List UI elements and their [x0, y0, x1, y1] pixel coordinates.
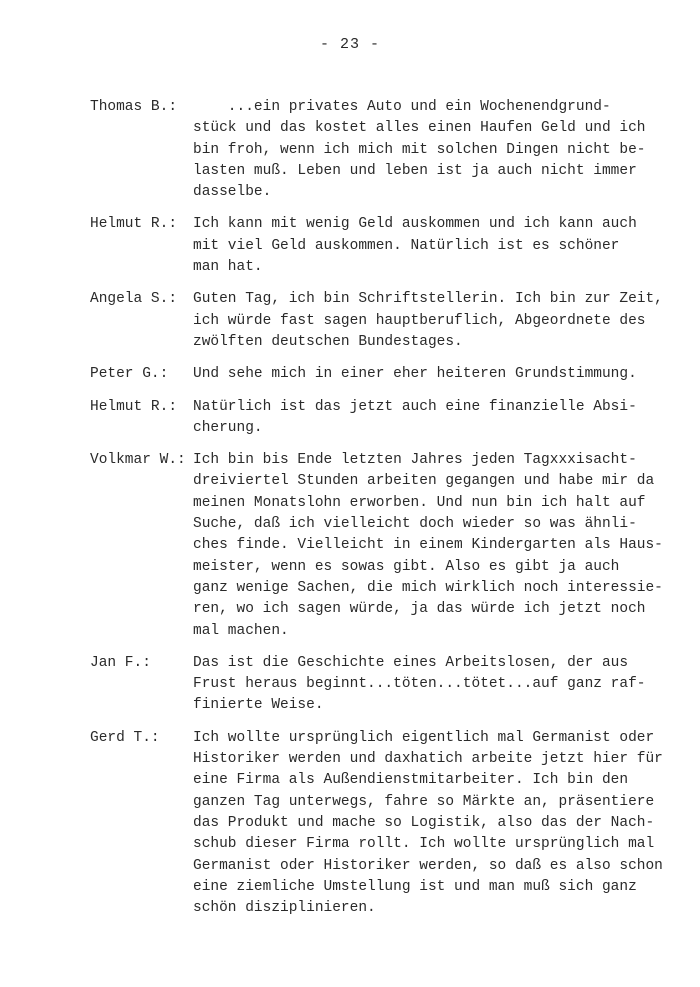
speech-line: Das ist die Geschichte eines Arbeitslosen, der aus [193, 654, 629, 671]
speech-line: stück und das kostet alles einen Haufen Geld und ich [193, 120, 646, 137]
speech-line: ganz wenige Sachen, die mich wirklich noch interessie- [193, 579, 663, 596]
speaker-name: Gerd T.: [90, 729, 160, 746]
speech-line: Historiker werden und daxhatich arbeite jetzt hier für [193, 751, 663, 768]
speech-line: Natürlich ist das jetzt auch eine finanzielle Absi- [193, 398, 637, 415]
speech-line: Ich kann mit wenig Geld auskommen und ich kann auch [193, 216, 637, 233]
transcript [90, 97, 663, 930]
speech-line: dreiviertel Stunden arbeiten gegangen und habe mir da [193, 473, 655, 490]
speech-line: Guten Tag, ich bin Schriftstellerin. Ich bin zur Zeit, [193, 291, 663, 308]
speech-text [193, 289, 663, 353]
speech-line: das Produkt und mache so Logistik, also das der Nach- [193, 814, 655, 831]
transcript-entry [90, 289, 663, 353]
speaker-name: Jan F.: [90, 654, 151, 671]
transcript-entry [90, 364, 660, 385]
speaker-name: Helmut R.: [90, 216, 178, 233]
speaker-name: Helmut R.: [90, 398, 178, 415]
speech-text [193, 450, 663, 642]
speech-line: ches finde. Vielleicht in einem Kindergarten als Haus- [193, 537, 663, 554]
speaker-name: Volkmar W.: [90, 452, 186, 469]
speech-line: dasselbe. [193, 184, 272, 201]
speech-text [193, 653, 660, 717]
speech-line: meinen Monatslohn erworben. Und nun bin ich halt auf [193, 494, 646, 511]
speech-line: Ich bin bis Ende letzten Jahres jeden Tagxxxisacht- [193, 452, 637, 469]
speech-text [193, 364, 660, 385]
transcript-entry [90, 397, 660, 440]
speech-line: mal machen. [193, 622, 289, 639]
speech-line: zwölften deutschen Bundestages. [193, 333, 463, 350]
transcript-entry [90, 450, 663, 642]
transcript-entry [90, 214, 660, 278]
page-number: - 23 - [319, 36, 380, 53]
speech-line: finierte Weise. [193, 697, 324, 714]
speech-line: ...ein privates Auto und ein Wochenendgrund- [193, 99, 611, 115]
speech-line: Ich wollte ursprünglich eigentlich mal Germanist oder [193, 729, 655, 746]
speech-line: ganzen Tag unterwegs, fahre so Märkte an, präsentiere [193, 793, 655, 810]
speech-line: schön disziplinieren. [193, 900, 376, 917]
speech-line: meister, wenn es sowas gibt. Also es gibt ja auch [193, 558, 620, 575]
speaker-name: Angela S.: [90, 291, 178, 308]
speech-line: ich würde fast sagen hauptberuflich, Abgeordnete des [193, 312, 646, 329]
speech-text [193, 97, 660, 203]
speech-text [193, 397, 660, 440]
speaker-name: Thomas B.: [90, 99, 178, 115]
speech-line: Frust heraus beginnt...töten...tötet...auf ganz raf- [193, 676, 646, 693]
speech-line: eine Firma als Außendienstmitarbeiter. Ich bin den [193, 772, 629, 789]
speech-line: bin froh, wenn ich mich mit solchen Dingen nicht be- [193, 141, 646, 158]
speech-line: eine ziemliche Umstellung ist und man muß sich ganz [193, 878, 637, 895]
speaker-name: Peter G.: [90, 366, 169, 383]
speech-line: man hat. [193, 259, 263, 276]
speech-line: mit viel Geld auskommen. Natürlich ist es schöner [193, 237, 620, 254]
speech-line: schub dieser Firma rollt. Ich wollte ursprünglich mal [193, 836, 655, 853]
transcript-entry [90, 653, 660, 717]
speech-line: ren, wo ich sagen würde, ja das würde ich jetzt noch [193, 601, 646, 618]
speech-line: Suche, daß ich vielleicht doch wieder so was ähnli- [193, 516, 637, 533]
speech-line: Germanist oder Historiker werden, so daß es also schon [193, 857, 663, 874]
speech-line: lasten muß. Leben und leben ist ja auch nicht immer [193, 162, 637, 179]
speech-text [193, 728, 663, 920]
speech-text [193, 214, 660, 278]
transcript-entry [90, 728, 663, 920]
speech-line: cherung. [193, 419, 263, 436]
speech-line: Und sehe mich in einer eher heiteren Grundstimmung. [193, 366, 637, 383]
transcript-entry [90, 97, 660, 203]
